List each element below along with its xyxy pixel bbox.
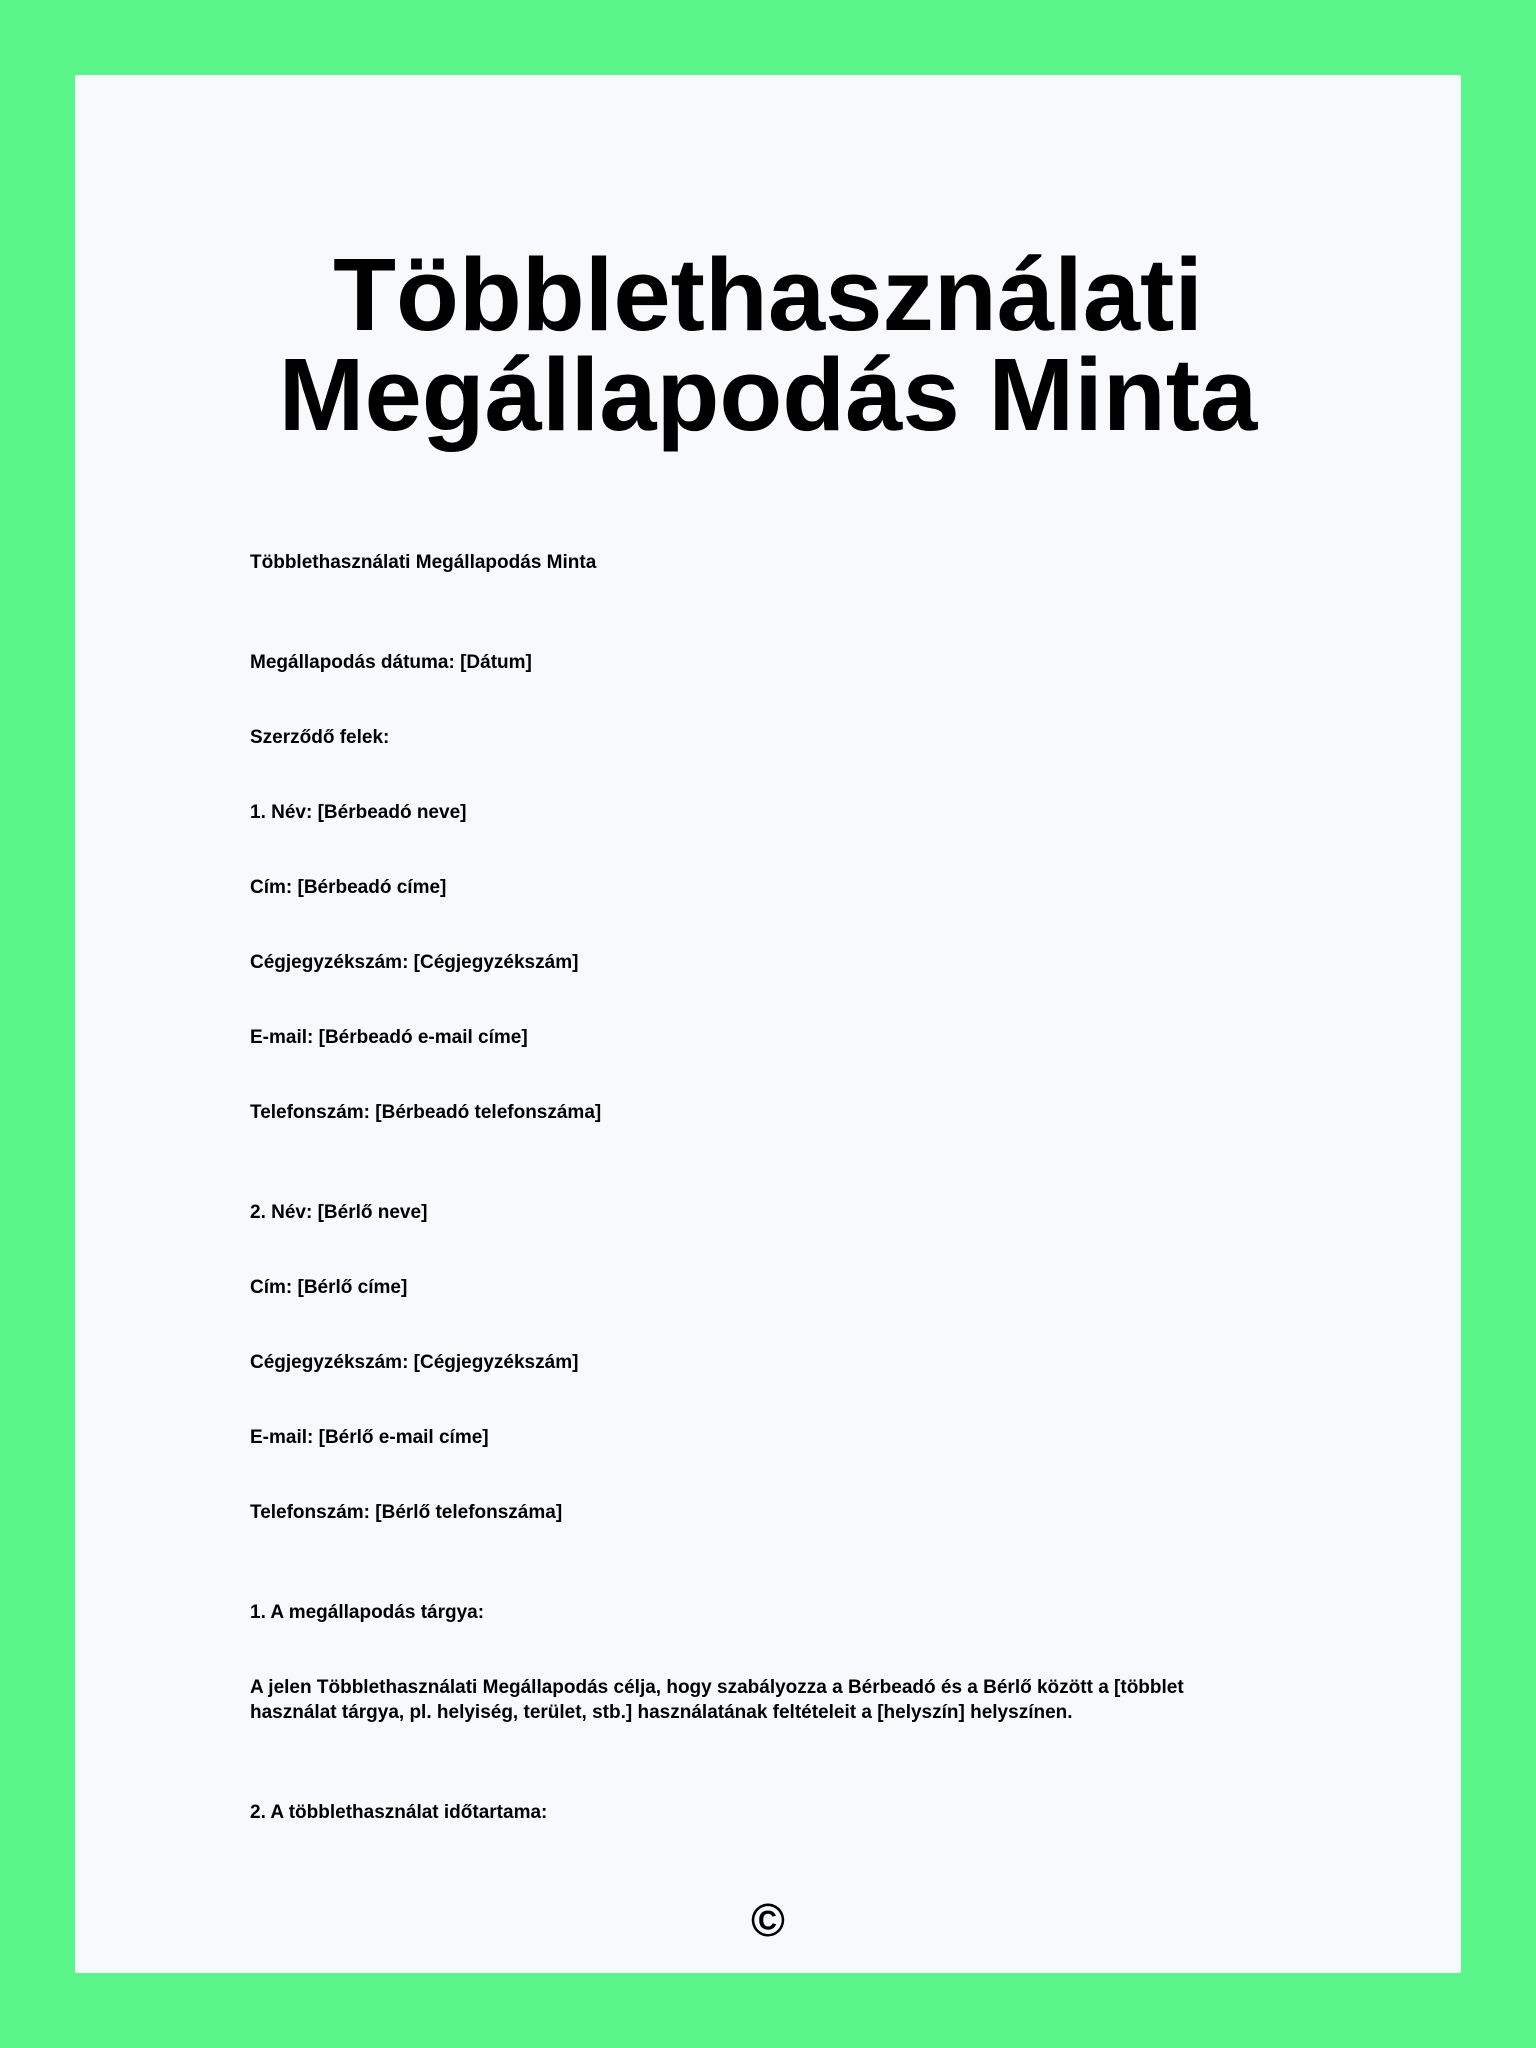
document-subtitle: Többlethasználati Megállapodás Minta — [250, 552, 597, 573]
party2-name: 2. Név: [Bérlő neve] — [250, 1202, 428, 1223]
copyright-symbol: © — [751, 1894, 785, 1946]
party1-phone: Telefonszám: [Bérbeadó telefonszáma] — [250, 1102, 602, 1123]
party2-address: Cím: [Bérlő címe] — [250, 1277, 408, 1298]
party1-name: 1. Név: [Bérbeadó neve] — [250, 802, 467, 823]
document-page — [75, 75, 1461, 1973]
document-title: Többlethasználati Megállapodás Minta — [278, 237, 1258, 452]
section2-heading: 2. A többlethasználat időtartama: — [250, 1802, 548, 1823]
section1-text: A jelen Többlethasználati Megállapodás célja, hogy szabályozza a Bérbeadó és a Bérlő között a [többlet használat tárgya, pl. helyiség, terület, stb.] használatának feltételeit a [helyszín] helyszínen. — [250, 1677, 1184, 1723]
section1-heading: 1. A megállapodás tárgya: — [250, 1602, 485, 1623]
party2-email: E-mail: [Bérlő e-mail címe] — [250, 1427, 489, 1448]
agreement-date: Megállapodás dátuma: [Dátum] — [250, 652, 532, 673]
parties-heading: Szerződő felek: — [250, 727, 390, 748]
party1-address: Cím: [Bérbeadó címe] — [250, 877, 447, 898]
party1-reg-no: Cégjegyzékszám: [Cégjegyzékszám] — [250, 952, 579, 973]
party2-reg-no: Cégjegyzékszám: [Cégjegyzékszám] — [250, 1352, 579, 1373]
party1-email: E-mail: [Bérbeadó e-mail címe] — [250, 1027, 528, 1048]
party2-phone: Telefonszám: [Bérlő telefonszáma] — [250, 1502, 563, 1523]
